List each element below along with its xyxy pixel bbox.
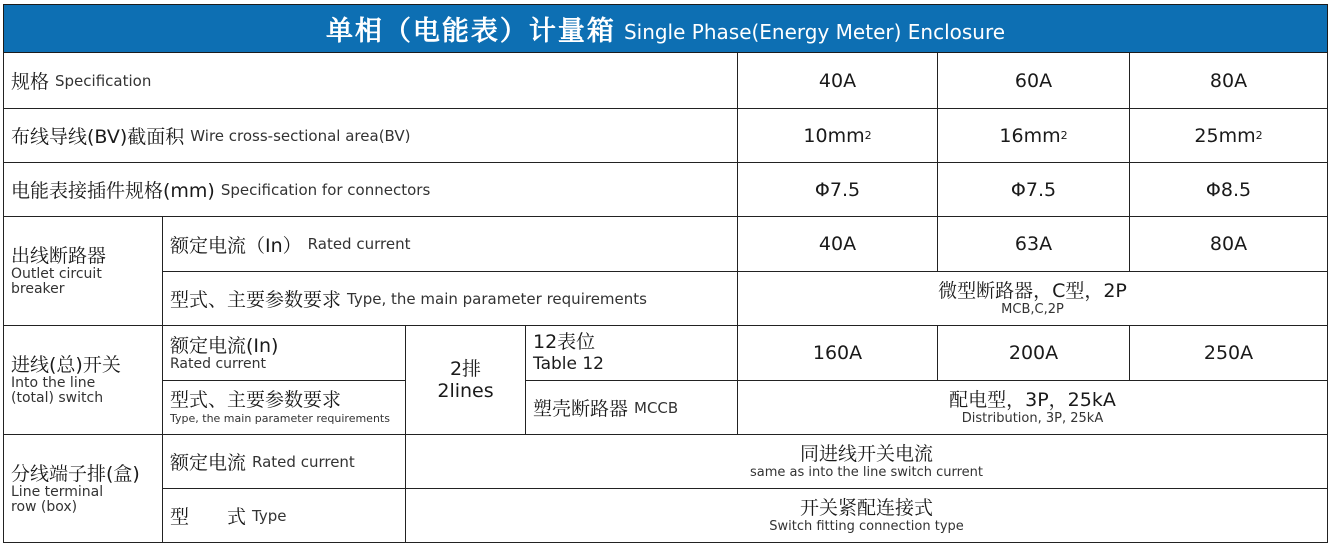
inlet-rated-value-2: 200A	[938, 326, 1130, 381]
spec-value-2: 60A	[938, 53, 1130, 109]
outlet-rated-value-1: 40A	[738, 217, 938, 272]
outlet-group-label	[3, 217, 163, 326]
inlet-label-cn: 进线(总)开关	[11, 354, 121, 376]
outlet-type-label: 型式、主要参数要求 Type, the main parameter requirements	[163, 272, 738, 326]
outlet-label-cn: 出线断路器	[11, 245, 107, 267]
wire-value-3: 25mm 2	[1130, 109, 1328, 163]
outlet-rated-value-3: 80A	[1130, 217, 1328, 272]
outlet-label-en2: breaker	[11, 281, 65, 297]
title-chinese: 单相（电能表）计量箱	[325, 16, 616, 47]
inlet-rows-cell: 2排 2lines	[406, 326, 526, 435]
spec-value-1: 40A	[738, 53, 938, 109]
spec-label-cn: 规格	[11, 71, 50, 93]
connector-label-cell	[3, 163, 738, 217]
outlet-rated-value-2: 63A	[938, 217, 1130, 272]
terminal-group-label	[3, 435, 163, 543]
table-title-bar	[3, 4, 1328, 53]
spec-label-en: Specification	[55, 71, 152, 90]
inlet-rated-value-3: 250A	[1130, 326, 1328, 381]
spec-value-3: 80A	[1130, 53, 1328, 109]
spec-table	[3, 53, 1328, 543]
outlet-rated-label: 额定电流（In） Rated current	[163, 217, 738, 272]
terminal-label-en2: row (box)	[11, 498, 78, 515]
inlet-type-value: 配电型，3P，25kA Distribution, 3P, 25kA	[738, 381, 1328, 435]
outlet-type-value: 微型断路器，C型，2P MCB,C,2P	[738, 272, 1328, 326]
wire-label-cn: 布线导线(BV)截面积	[11, 126, 185, 148]
spec-label-cell	[3, 53, 738, 109]
wire-value-1: 10mm 2	[738, 109, 938, 163]
inlet-group-label	[3, 326, 163, 435]
terminal-label-cn: 分线端子排(盒)	[11, 462, 140, 485]
inlet-label-en2: (total) switch	[11, 390, 104, 406]
wire-label-cell	[3, 109, 738, 163]
inlet-table-cell: 12表位 Table 12	[526, 326, 738, 381]
terminal-label-en1: Line terminal	[11, 483, 104, 500]
connector-value-2: Φ7.5	[938, 163, 1130, 217]
connector-label-cn: 电能表接插件规格(mm)	[11, 180, 215, 202]
inlet-rated-label: 额定电流(In) Rated current	[163, 326, 406, 381]
connector-value-3: Φ8.5	[1130, 163, 1328, 217]
outlet-label-en1: Outlet circuit	[11, 266, 102, 282]
terminal-rated-value: 同进线开关电流 same as into the line switch current	[406, 435, 1328, 489]
connector-label-en: Specification for connectors	[220, 180, 431, 199]
connector-value-1: Φ7.5	[738, 163, 938, 217]
terminal-type-value: 开关紧配连接式 Switch fitting connection type	[406, 489, 1328, 543]
inlet-label-en1: Into the line	[11, 375, 96, 391]
wire-value-2: 16mm 2	[938, 109, 1130, 163]
inlet-type-label: 型式、主要参数要求 Type, the main parameter requirements	[163, 381, 406, 435]
wire-label-en: Wire cross-sectional area(BV)	[190, 126, 411, 145]
terminal-rated-label: 额定电流 Rated current	[163, 435, 406, 489]
terminal-type-label: 型 式 Type	[163, 489, 406, 543]
inlet-mccb-cell: 塑壳断路器 MCCB	[526, 381, 738, 435]
title-english: Single Phase(Energy Meter) Enclosure	[623, 19, 1006, 44]
inlet-rated-value-1: 160A	[738, 326, 938, 381]
